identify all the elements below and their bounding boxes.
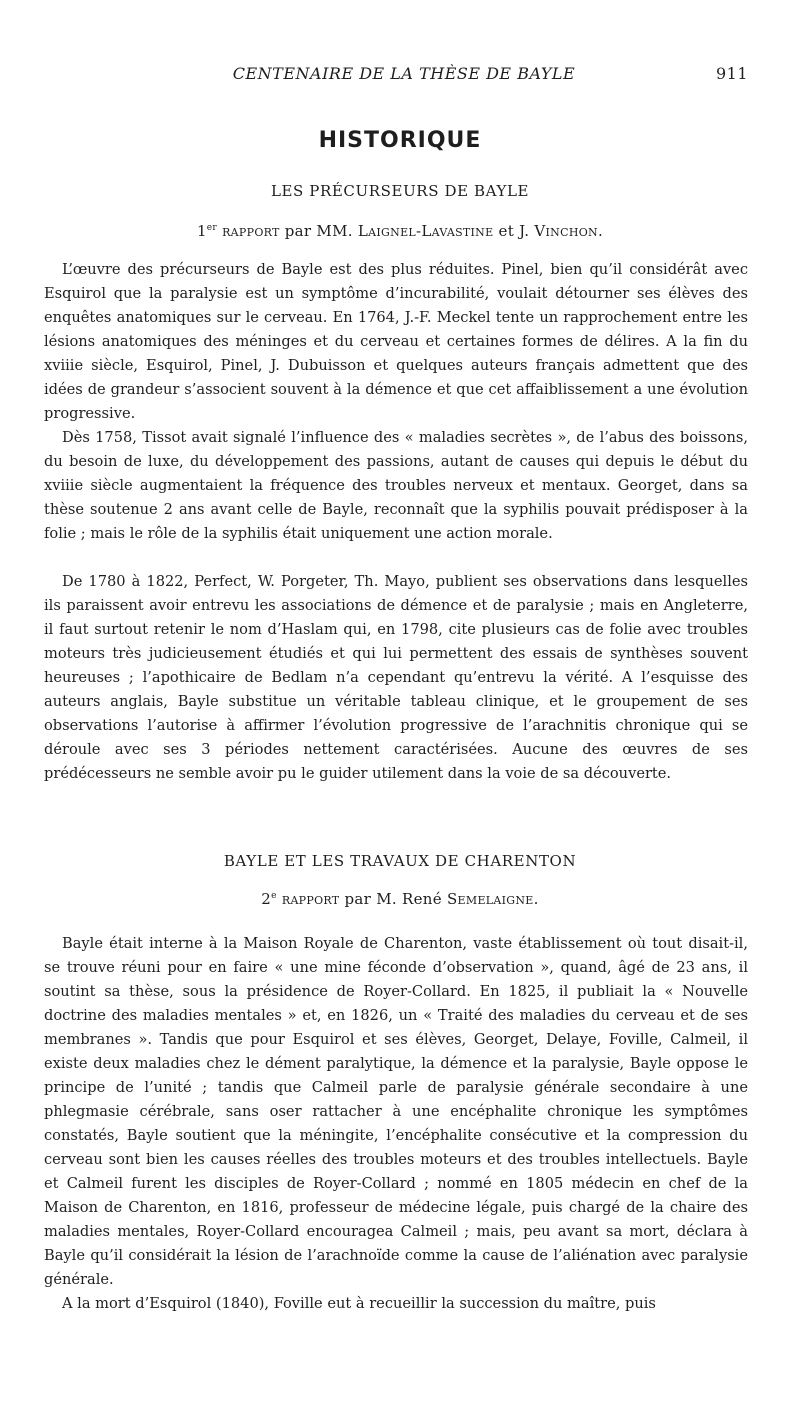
byline-rapport: rapport: [222, 222, 280, 240]
byline-and: et: [498, 222, 515, 240]
section-title-charenton: BAYLE ET LES TRAVAUX DE CHARENTON: [223, 852, 577, 870]
section-title-precurseurs: LES PRÉCURSEURS DE BAYLE: [270, 182, 530, 200]
byline-author-1: Semelaigne.: [446, 890, 539, 908]
byline-author-1: Laignel-Lavastine: [357, 222, 494, 240]
byline-ordinal-suffix: e: [271, 891, 277, 901]
paragraph-1: L’œuvre des précurseurs de Bayle est des plus réduites. Pinel, bien qu’il considérât avec Esquirol que la paralysie est un symptôme d’incurabilité, voulait détourner ses élèves des enquêtes anatomiques sur le cerveau. En 1764, J.-F. Meckel tente un rapprochement entre les lésions anatomiques des méninges et du cerveau et certaines formes de délires. A la fin du xviiie siècle, Esquirol, Pinel, J. Dubuisson et quelques auteurs français admettent que des idées de grandeur s’associent souvent à la démence et que cet affaiblissement a une évolution progressive.: [44, 261, 748, 422]
running-title: CENTENAIRE DE LA THÈSE DE BAYLE: [232, 64, 576, 83]
paragraph-3: De 1780 à 1822, Perfect, W. Porgeter, Th. Mayo, publient ses observations dans lesquelles ils paraissent avoir entrevu les associations de démence et de paralysie ; mais en Angleterre, il faut surtout retenir le nom d’Haslam qui, en 1798, cite plusieurs cas de folie avec troubles moteurs très judicieusement étudiés et qui lui permettent des essais de synthèses souvent heureuses ; l’apothicaire de Bedlam n’a cependant qu’entrevu la vérité. A l’esquisse des auteurs anglais, Bayle substitue un véritable tableau clinique, et le groupement de ses observations l’autorise à affirmer l’évolution progressive de l’arachnitis chronique qui se déroule avec ses 3 périodes nettement caractérisées. Aucune des œuvres de ses prédécesseurs ne semble avoir pu le guider utilement dans la voie de sa découverte.: [44, 573, 748, 782]
byline-par: par MM.: [284, 222, 353, 240]
paragraph-4: Bayle était interne à la Maison Royale de Charenton, vaste établissement où tout disait-il, se trouve réuni pour en faire « une mine féconde d’observation », quand, âgé de 23 ans, il soutint sa thèse, sous la présidence de Royer-Collard. En 1825, il publiait la « Nouvelle doctrine des maladies mentales » et, en 1826, un « Traité des maladies du cerveau et de ses membranes ». Tandis que pour Esquirol et ses élèves, Georget, Delaye, Foville, Calmeil, il existe deux maladies chez le dément paralytique, la démence et la paralysie, Bayle oppose le principe de l’unité ; tandis que Calmeil parle de paralysie générale secondaire à une phlegmasie cérébrale, sans oser rattacher à une encéphalite chronique les symptômes constatés, Bayle soutient que la méningite, l’encéphalite consécutive et la compression du cerveau sont bien les causes réelles des troubles moteurs et des troubles intellectuels. Bayle et Calmeil furent les disciples de Royer-Collard ; nommé en 1805 médecin en chef de la Maison de Charenton, en 1816, professeur de médecine légale, puis chargé de la chaire des maladies mentales, Royer-Collard encouragea Calmeil ; mais, peu avant sa mort, déclara à Bayle qu’il considérait la lésion de l’arachnoïde comme la cause de l’aliénation avec paralysie générale.: [44, 935, 748, 1288]
byline-ordinal: 1: [196, 222, 207, 240]
paragraph-2: Dès 1758, Tissot avait signalé l’influence des « maladies secrètes », de l’abus des boissons, du besoin de luxe, du développement des passions, autant de causes qui depuis le début du xviiie siècle augmentaient la fréquence des troubles nerveux et mentaux. Georget, dans sa thèse soutenue 2 ans avant celle de Bayle, reconnaît que la syphilis pouvait prédisposer à la folie ; mais le rôle de la syphilis était uniquement une action morale.: [44, 429, 748, 542]
byline-par: par M. René: [344, 890, 442, 908]
main-title: HISTORIQUE: [318, 128, 482, 153]
paragraph-5: A la mort d’Esquirol (1840), Foville eut à recueillir la succession du maître, puis: [62, 1295, 656, 1312]
byline-rapport: rapport: [281, 890, 340, 908]
byline-report-1: [0, 222, 800, 240]
byline-author-2: J. Vinchon.: [519, 222, 604, 240]
byline-ordinal: 2: [261, 890, 272, 908]
byline-report-2: [0, 890, 800, 908]
byline-ordinal-suffix: er: [206, 223, 218, 233]
page-number: 911: [715, 64, 748, 83]
